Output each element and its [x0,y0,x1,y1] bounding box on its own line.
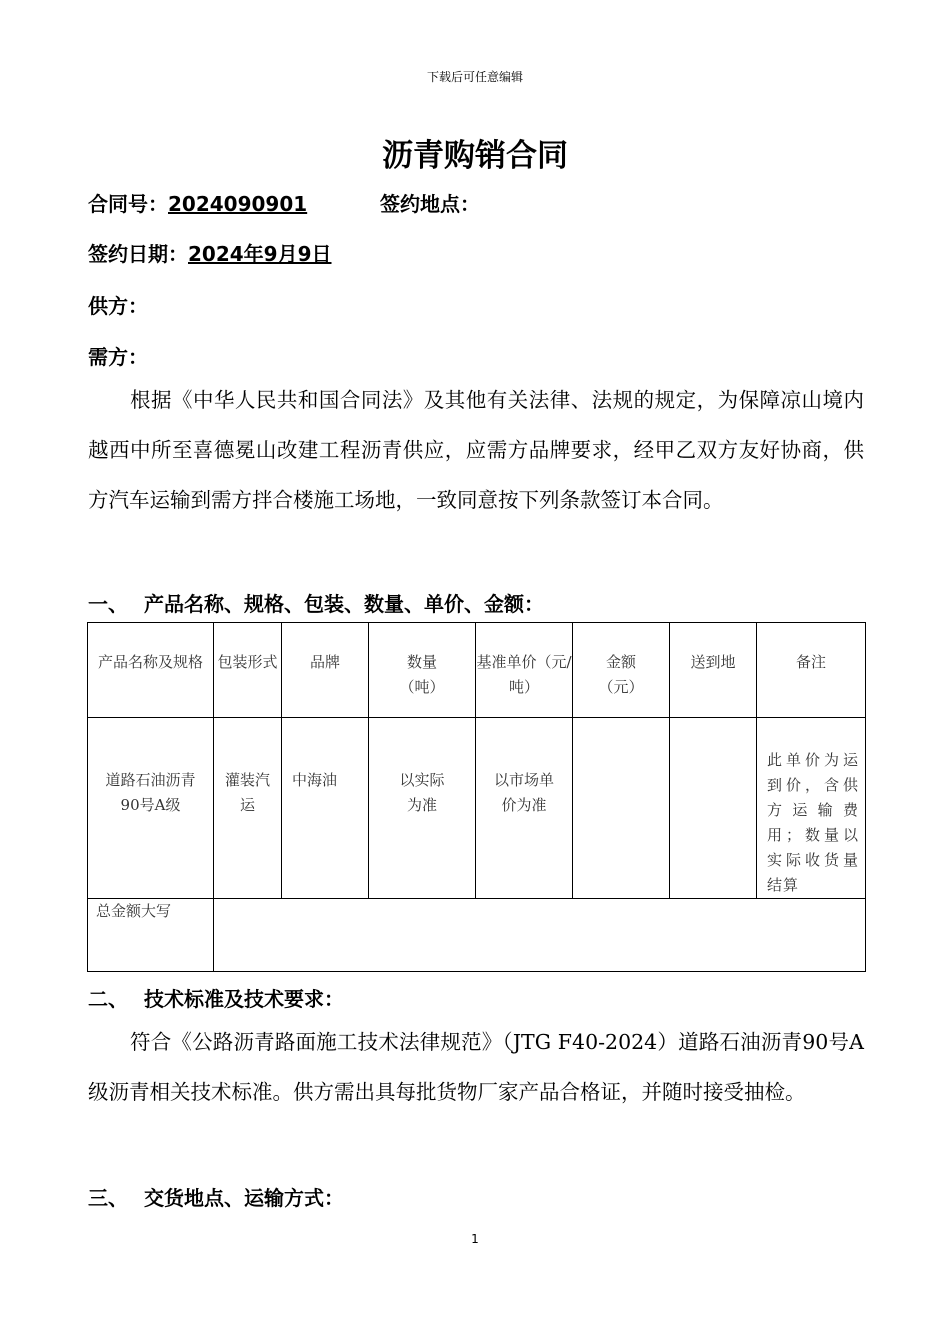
section-1-title: 产品名称、规格、包装、数量、单价、金额： [144,592,544,616]
supplier-label: 供方： [88,294,148,318]
section-1-heading [88,588,544,617]
table-cell: 道路石油沥青90号A级 [88,718,214,899]
table-cell [670,718,757,899]
document-title: 沥青购销合同 [382,138,568,174]
header-cell: 品牌 [282,623,369,718]
header-cell: 基准单价（元/吨） [476,623,573,718]
header-note: 下载后可任意编辑 [426,70,523,84]
section-2-title: 技术标准及技术要求： [144,987,344,1011]
page-number: 1 [471,1232,479,1246]
header-cell: 送到地 [670,623,757,718]
total-value-cell [214,899,866,972]
header-cell: 备注 [757,623,866,718]
table-cell: 中海油 [282,718,369,899]
contract-no-label: 合同号： [88,192,168,216]
table-cell: 以市场单价为准 [476,718,573,899]
table-cell [573,718,670,899]
total-label-cell: 总金额大写 [88,899,214,972]
contract-no-value: 2024090901 [168,192,308,216]
header-cell: 包装形式 [214,623,282,718]
contract-no-line [88,188,307,217]
table-cell: 此单价为运到价，含供方运输费用；数量以实际收货量结算 [757,718,866,899]
table-total-row [88,899,866,972]
header-cell: 金额（元） [573,623,670,718]
section-3-title: 交货地点、运输方式： [144,1186,344,1210]
buyer-label: 需方： [88,345,148,369]
table-cell: 灌装汽运 [214,718,282,899]
section-2-paragraph: 符合《公路沥青路面施工技术法律规范》（JTG F40-2024）道路石油沥青90号A级沥青相关技术标准。供方需出具每批货物厂家产品合格证，并随时接受抽检。 [88,1030,864,1104]
header-cell: 产品名称及规格 [88,623,214,718]
section-3-heading [88,1182,344,1211]
sign-place-label: 签约地点： [380,192,480,216]
sign-date-line [88,238,332,267]
section-1-number: 一、 [88,592,128,616]
table-row [88,718,866,899]
sign-date-label: 签约日期： [88,242,188,266]
header-cell: 数量（吨） [369,623,476,718]
sign-date-value: 2024年9月9日 [188,242,332,266]
section-3-number: 三、 [88,1186,128,1210]
section-2-number: 二、 [88,987,128,1011]
table-header-row [88,623,866,718]
intro-paragraph: 根据《中华人民共和国合同法》及其他有关法律、法规的规定，为保障凉山境内越西中所至喜德冕山改建工程沥青供应，应需方品牌要求，经甲乙双方友好协商，供方汽车运输到需方拌合楼施工场地，一致同意按下列条款签订本合同。 [88,388,864,512]
table-cell: 以实际为准 [369,718,476,899]
product-table [87,622,866,972]
section-2-heading [88,983,344,1012]
